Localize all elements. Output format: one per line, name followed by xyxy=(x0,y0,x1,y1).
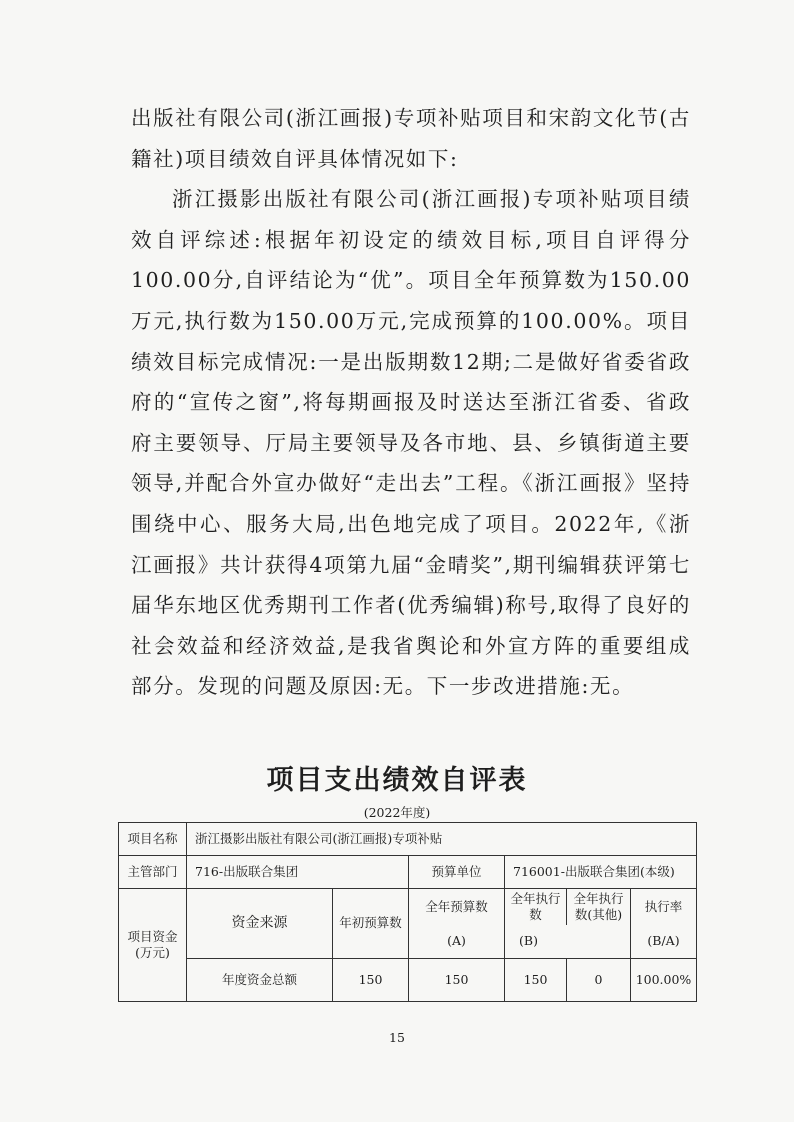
total-annual-budget: 150 xyxy=(409,958,505,1001)
page-number: 15 xyxy=(389,1030,405,1045)
col-exec-other: 全年执行数(其他) xyxy=(567,889,631,926)
total-label: 年度资金总额 xyxy=(187,958,333,1001)
budget-unit-value: 716001-出版联合集团(本级) xyxy=(505,856,697,889)
performance-table xyxy=(118,822,697,1002)
body-text xyxy=(131,98,691,707)
total-rate: 100.00% xyxy=(631,958,697,1001)
project-name-label: 项目名称 xyxy=(119,823,187,856)
table-year: (2022年度) xyxy=(363,805,431,820)
table-row-total xyxy=(119,958,697,1001)
table-row-project-name xyxy=(119,823,697,856)
budget-unit-label: 预算单位 xyxy=(409,856,505,889)
dept-label: 主管部门 xyxy=(119,856,187,889)
col-initial-budget: 年初预算数 xyxy=(333,889,409,959)
table-title: 项目支出绩效自评表 xyxy=(266,765,528,796)
source-header: 资金来源 xyxy=(187,889,333,959)
col-exec: 全年执行数 xyxy=(505,889,567,926)
col-rate-code: (B/A) xyxy=(631,925,697,958)
project-name-value: 浙江摄影出版社有限公司(浙江画报)专项补贴 xyxy=(187,823,697,856)
col-rate: 执行率 xyxy=(631,889,697,926)
table-row-header-top xyxy=(119,889,697,926)
total-initial-budget: 150 xyxy=(333,958,409,1001)
funds-label: 项目资金(万元) xyxy=(119,889,187,1002)
total-exec-other: 0 xyxy=(567,958,631,1001)
total-exec: 150 xyxy=(505,958,567,1001)
col-exec-code: (B) xyxy=(505,925,631,958)
paragraph-intro: 出版社有限公司(浙江画报)专项补贴项目和宋韵文化节(古籍社)项目绩效自评具体情况如下: xyxy=(131,106,691,171)
dept-value: 716-出版联合集团 xyxy=(187,856,409,889)
col-annual-budget: 全年预算数 xyxy=(409,889,505,926)
col-annual-budget-code: (A) xyxy=(409,925,505,958)
paragraph-summary: 浙江摄影出版社有限公司(浙江画报)专项补贴项目绩效自评综述:根据年初设定的绩效目标,项目自评得分100.00分,自评结论为“优”。项目全年预算数为150.00万元,执行数为150.00万元,完成预算的100.00%。项目绩效目标完成情况:一是出版期数12期;二是做好省委省政府的“宣传之窗”,将每期画报及时送达至浙江省委、省政府主要领导、厅局主要领导及各市地、县、乡镇街道主要领导,并配合外宣办做好“走出去”工程。《浙江画报》坚持围绕中心、服务大局,出色地完成了项目。2022年,《浙江画报》共计获得4项第九届“金晴奖”,期刊编辑获评第七届华东地区优秀期刊工作者(优秀编辑)称号,取得了良好的社会效益和经济效益,是我省舆论和外宣方阵的重要组成部分。发现的问题及原因:无。下一步改进措施:无。 xyxy=(131,187,691,699)
table-row-dept xyxy=(119,856,697,889)
